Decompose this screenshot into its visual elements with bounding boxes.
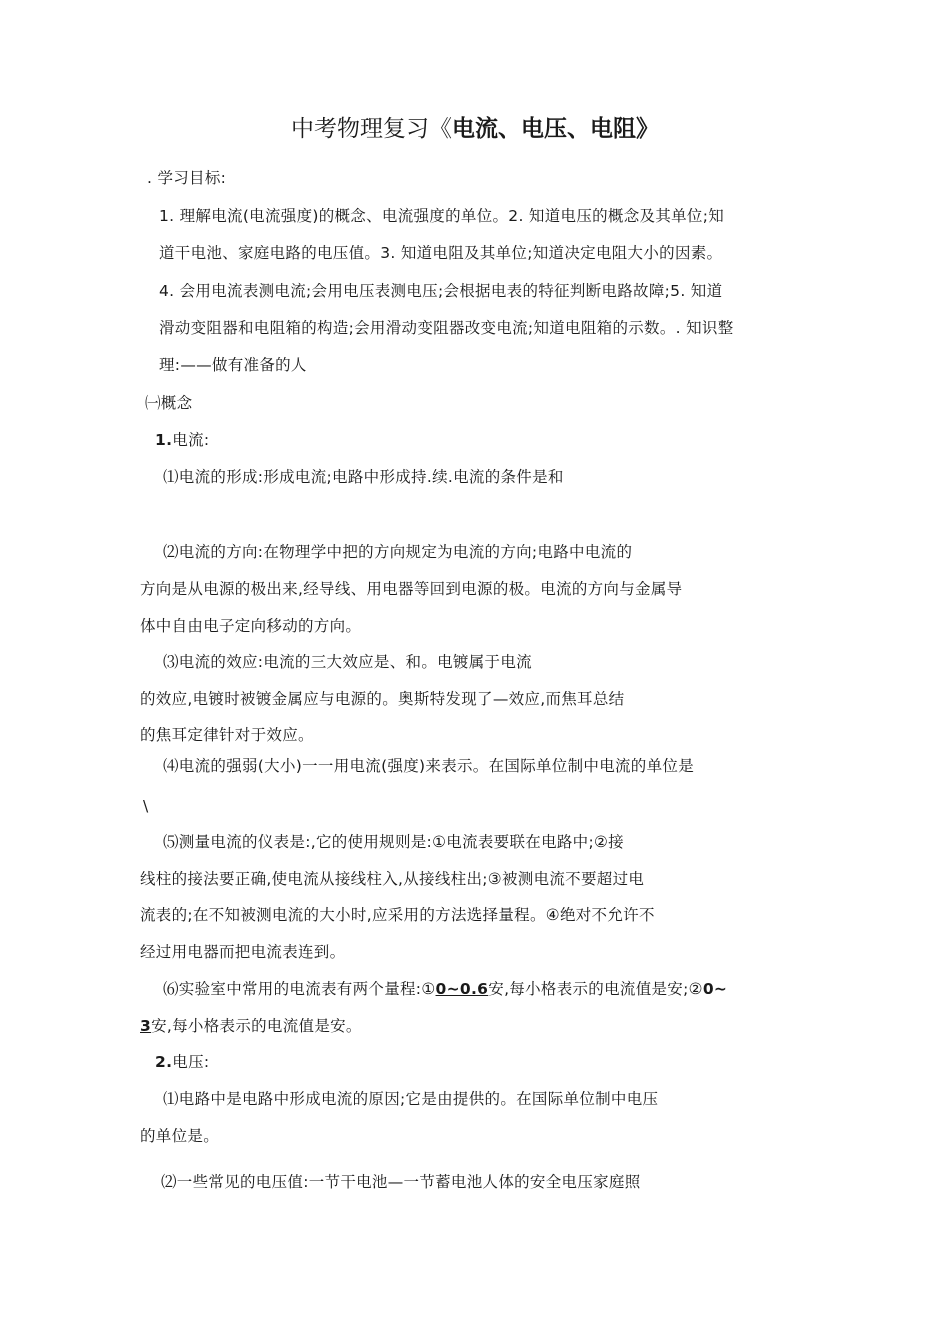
paragraph-line: ⑵一些常见的电压值:一节干电池—一节蓄电池人体的安全电压家庭照 [161, 1173, 641, 1191]
paragraph-line: 的效应,电镀时被镀金属应与电源的。奥斯特发现了—效应,而焦耳总结 [140, 690, 625, 708]
paragraph-line: 的单位是。 [140, 1127, 220, 1145]
range-2-start: 0~ [702, 980, 728, 998]
paragraph-line: 体中自由电子定向移动的方向。 [140, 617, 362, 635]
paragraph-line: ⑵电流的方向:在物理学中把的方向规定为电流的方向;电路中电流的 [163, 543, 633, 561]
subsection-number: 1. [155, 431, 173, 449]
paragraph-line: 经过用电器而把电流表连到。 [140, 943, 346, 961]
paragraph-line: ⑸测量电流的仪表是:,它的使用规则是:①电流表要联在电路中;②接 [163, 833, 624, 851]
subsection-heading-current [155, 430, 209, 450]
text-segment: 安,每小格表示的电流值是安。 [151, 1017, 362, 1035]
subsection-heading-voltage [155, 1052, 209, 1072]
range-1: 0~0.6 [435, 980, 489, 998]
learning-goals-heading: . 学习目标: [147, 169, 227, 187]
page-title [0, 114, 950, 144]
paragraph-line: ⑷电流的强弱(大小)一一用电流(强度)来表示。在国际单位制中电流的单位是 [163, 757, 694, 775]
paragraph-line: 滑动变阻器和电阻箱的构造;会用滑动变阻器改变电流;知道电阻箱的示数。. 知识整 [159, 319, 734, 337]
paragraph-line: ⑴电路中是电路中形成电流的原因;它是由提供的。在国际单位制中电压 [163, 1090, 659, 1108]
range-2-end: 3 [140, 1017, 152, 1035]
paragraph-line: 线柱的接法要正确,使电流从接线柱入,从接线柱出;③被测电流不要超过电 [140, 870, 645, 888]
paragraph-line-ammeter-ranges-cont [140, 1016, 362, 1036]
paragraph-line: ⑴电流的形成:形成电流;电路中形成持.续.电流的条件是和 [163, 468, 564, 486]
section-heading-concepts: ㈠概念 [145, 394, 193, 412]
stray-mark: \ [143, 797, 149, 815]
subsection-label: 电压: [172, 1053, 210, 1071]
subsection-label: 电流: [172, 431, 210, 449]
paragraph-line: 方向是从电源的极出来,经导线、用电器等回到电源的极。电流的方向与金属导 [140, 580, 683, 598]
paragraph-line: 1. 理解电流(电流强度)的概念、电流强度的单位。2. 知道电压的概念及其单位;知 [159, 207, 725, 225]
subsection-number: 2. [155, 1053, 173, 1071]
paragraph-line: 道干电池、家庭电路的电压值。3. 知道电阻及其单位;知道决定电阻大小的因素。 [159, 244, 723, 262]
paragraph-line: 流表的;在不知被测电流的大小时,应采用的方法选择量程。④绝对不允许不 [140, 906, 655, 924]
paragraph-line: 的焦耳定律针对于效应。 [140, 726, 314, 744]
paragraph-line-ammeter-ranges [163, 979, 727, 999]
title-prefix: 中考物理复习《 [291, 116, 452, 142]
title-bold: 电流、电压、电阻》 [452, 116, 659, 142]
paragraph-line: 4. 会用电流表测电流;会用电压表测电压;会根据电表的特征判断电路故障;5. 知道 [159, 282, 723, 300]
text-segment: 安,每小格表示的电流值是安;② [488, 980, 703, 998]
text-segment: ⑹实验室中常用的电流表有两个量程:① [163, 980, 436, 998]
paragraph-line: ⑶电流的效应:电流的三大效应是、和。电镀属于电流 [163, 653, 532, 671]
paragraph-line: 理:——做有准备的人 [159, 356, 307, 374]
